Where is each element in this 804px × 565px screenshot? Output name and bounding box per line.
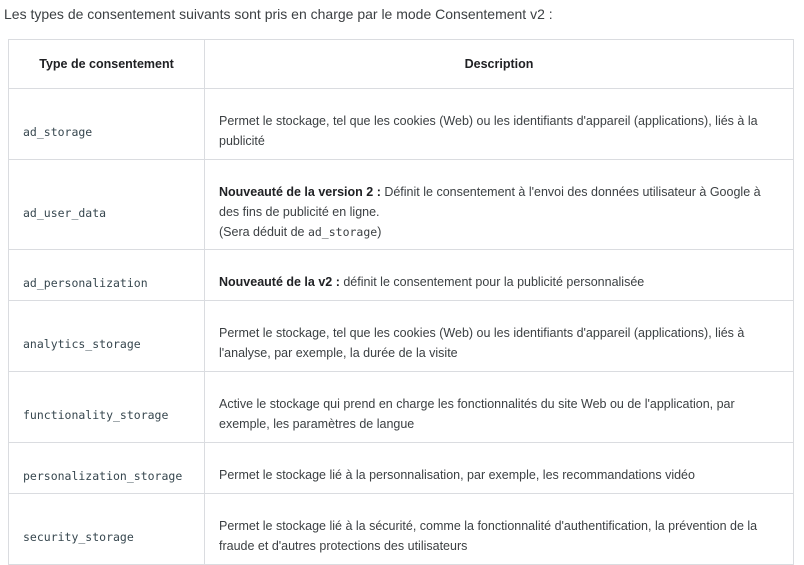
description-cell — [205, 250, 794, 301]
consent-type-cell — [9, 301, 205, 372]
description-text: définit le consentement pour la publicité personnalisée — [339, 275, 645, 289]
table-row — [9, 372, 794, 443]
consent-type-cell — [9, 160, 205, 250]
table-row — [9, 89, 794, 160]
consent-type-code: ad_storage — [23, 125, 93, 139]
note-suffix: ) — [377, 224, 382, 239]
header-consent-type: Type de consentement — [9, 40, 205, 89]
description-cell — [205, 89, 794, 160]
description-text: Permet le stockage, tel que les cookies (Web) ou les identifiants d'appareil (applications), liés à l'analyse, par exemple, la durée de la visite — [219, 326, 745, 360]
consent-type-code: ad_personalization — [23, 276, 148, 290]
consent-type-code: personalization_storage — [23, 469, 183, 483]
table-row — [9, 250, 794, 301]
table-row — [9, 494, 794, 565]
table-row — [9, 160, 794, 250]
description-cell — [205, 160, 794, 250]
note-code: ad_storage — [307, 224, 378, 239]
new-badge-text: Nouveauté de la version 2 : — [219, 184, 381, 199]
consent-type-cell — [9, 89, 205, 160]
consent-type-code: functionality_storage — [23, 408, 169, 422]
description-cell — [205, 494, 794, 565]
consent-type-cell — [9, 494, 205, 565]
description-text: Active le stockage qui prend en charge les fonctionnalités du site Web ou de l'application, par exemple, les paramètres de langue — [219, 397, 735, 431]
consent-type-code: ad_user_data — [23, 205, 107, 220]
consent-type-cell — [9, 372, 205, 443]
description-text: Permet le stockage lié à la personnalisation, par exemple, les recommandations vidéo — [219, 468, 695, 482]
consent-type-cell — [9, 250, 205, 301]
note-prefix: (Sera déduit de — [219, 224, 308, 239]
intro-text: Les types de consentement suivants sont pris en charge par le mode Consentement v2 : — [4, 6, 553, 22]
table-row — [9, 443, 794, 494]
consent-type-code: analytics_storage — [23, 337, 141, 351]
header-description: Description — [205, 40, 794, 89]
description-text: Permet le stockage, tel que les cookies (Web) ou les identifiants d'appareil (applications), liés à la publicité — [219, 114, 758, 148]
description-text: Définit le consentement à l'envoi des données utilisateur à Google à des fins de publicité en ligne. — [219, 184, 761, 219]
description-cell — [205, 443, 794, 494]
consent-type-code: security_storage — [23, 530, 134, 544]
consent-type-cell — [9, 443, 205, 494]
description-cell — [205, 301, 794, 372]
table-row — [9, 301, 794, 372]
consent-types-table — [8, 39, 794, 565]
description-text: Permet le stockage lié à la sécurité, comme la fonctionnalité d'authentification, la prévention de la fraude et d'autres protections des utilisateurs — [219, 519, 758, 553]
new-badge-text: Nouveauté de la v2 : — [219, 275, 340, 289]
table-header-row — [9, 40, 794, 89]
description-cell — [205, 372, 794, 443]
